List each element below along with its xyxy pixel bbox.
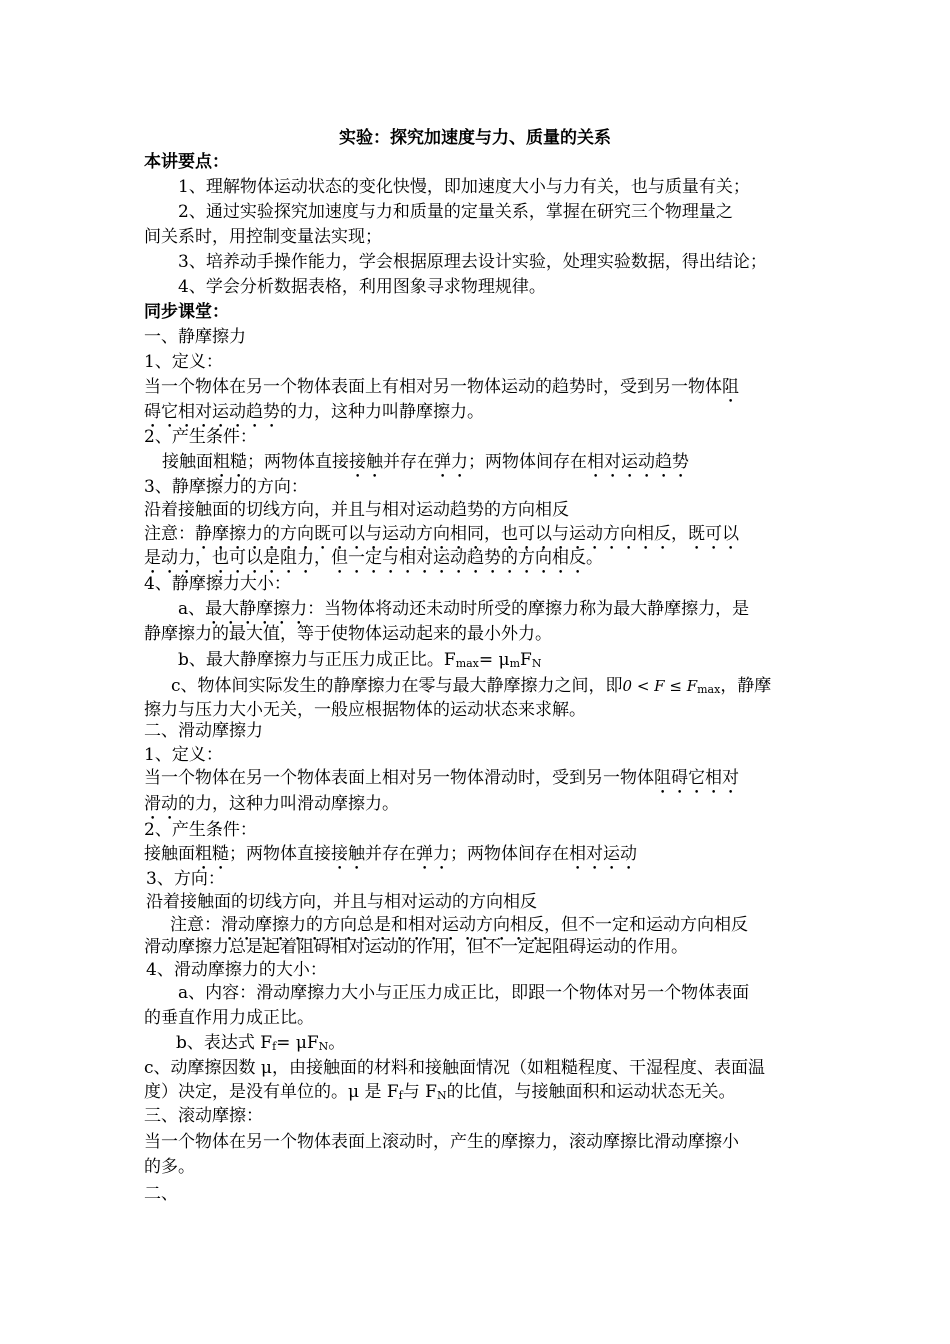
formula-sub: f (398, 1089, 403, 1102)
static-friction-heading: 一、静摩擦力 (144, 327, 246, 347)
formula-sub: N (436, 1089, 447, 1102)
formula-sub: f (272, 1040, 277, 1053)
text-span: ，静摩 (720, 676, 772, 696)
static-dir-text: 沿着接触面的切线方向，并且与相对运动趋势的方向相反 (144, 500, 569, 520)
key-point-1: 1、理解物体运动状态的变化快慢，即加速度大小与力有关，也与质量有关； (178, 177, 750, 197)
emphasis-span: 滑动摩擦力的方向总是和相对运动方向相反 (221, 915, 544, 935)
emphasis-span: 弹力 (434, 452, 468, 472)
text-span: ；两物体直接 (247, 452, 349, 472)
formula-sub: max (697, 683, 721, 696)
text-span: 度）决定，是没有单位的。μ 是 F (144, 1082, 399, 1102)
emphasis-span: 阻碍它相对 (654, 768, 739, 788)
static-cond-label: 2、产生条件： (144, 427, 257, 447)
key-point-2-cont: 间关系时，用控制变量法实现； (144, 227, 382, 247)
emphasis-span: 弹力 (416, 844, 450, 864)
text-span: 注意： (170, 915, 221, 935)
formula-span: F (443, 650, 456, 670)
sliding-def-label: 1、定义： (144, 745, 223, 765)
rolling-line1: 当一个物体在另一个物体表面上滚动时，产生的摩擦力，滚动摩擦比滑动摩擦小 (144, 1132, 739, 1152)
static-size-a-line2: 静摩擦力的最大值，等于使物体运动起来的最小外力。 (144, 624, 552, 644)
text-span: 注意： (144, 524, 195, 544)
sliding-note-line2: 滑动摩擦力总是起着阻碍相对运动的作用，但不一定起阻碍运动的作用。 (144, 937, 688, 957)
text-span: 接触面 (162, 452, 213, 472)
sliding-size-label: 4、滑动摩擦力的大小： (146, 960, 327, 980)
text-span: a、 (178, 599, 206, 619)
text-span: 与 F (402, 1082, 437, 1102)
sliding-size-a-line2: 的垂直作用力成正比。 (144, 1008, 314, 1028)
emphasis-span: 阻 (722, 377, 739, 397)
key-point-3: 3、培养动手操作能力，学会根据原理去设计实验，处理实验数据，得出结论； (178, 252, 767, 272)
rolling-friction-heading: 三、滚动摩擦： (144, 1106, 263, 1126)
text-span: ；两物体间存在 (468, 452, 587, 472)
formula-span: F (520, 650, 532, 670)
text-span: 的力，这种力叫滑动摩擦力。 (178, 794, 399, 814)
text-span: 。 (328, 1033, 346, 1053)
text-span: ：当物体将动还未动时所受的摩擦力称为最大静摩擦力，是 (307, 599, 750, 619)
emphasis-span: 滑动 (144, 794, 178, 814)
formula-sub: m (509, 657, 521, 670)
text-span: 当一个物体在另一个物体表面上相对另一物体滑动时，受到另一物体 (144, 768, 654, 788)
emphasis-span: 粗糙 (213, 452, 247, 472)
formula-sub: max (455, 657, 479, 670)
text-span: b、表达式 F (176, 1033, 273, 1053)
static-dir-label: 3、静摩擦力的方向： (144, 477, 308, 497)
sliding-dir-text: 沿着接触面的切线方向，并且与相对运动的方向相反 (146, 892, 537, 912)
sliding-friction-heading: 二、滑动摩擦力 (144, 721, 263, 741)
text-span: ；两物体直接 (229, 844, 331, 864)
emphasis-span: 静摩擦力的方向既可以与运动方向相同，也可以与运动方向相反，既可以 (195, 524, 739, 544)
text-span: 当一个物体在另一个物体表面上有相对另一物体运动的趋势时，受到另一物体 (144, 377, 722, 397)
emphasis-span: 最大静摩擦力 (205, 599, 308, 619)
text-span: ，但不一定和运动方向相反 (544, 915, 748, 935)
sliding-size-b (176, 1031, 345, 1059)
text-span: ；两物体间存在 (450, 844, 569, 864)
formula-span: = μ (478, 650, 510, 670)
trailing-heading: 二、 (144, 1184, 178, 1204)
key-points-heading: 本讲要点： (144, 152, 229, 172)
emphasis-span: 碍它相对运动趋势 (144, 402, 280, 422)
emphasis-span: 粗糙 (195, 844, 229, 864)
text-span: 并存在 (365, 844, 416, 864)
sliding-size-c-line1: c、动摩擦因数 μ，由接触面的材料和接触面情况（如粗糙程度、干湿程度、表面温 (144, 1058, 765, 1078)
formula-sub: N (318, 1040, 329, 1053)
text-span: b、最大静摩擦力与正压力成正比。 (178, 650, 444, 670)
key-point-4: 4、学会分析数据表格，利用图象寻求物理规律。 (178, 277, 546, 297)
text-span: c、物体间实际发生的静摩擦力在零与最大静摩擦力之间，即 (171, 676, 623, 696)
text-span: 的力，这种力叫静摩擦力。 (280, 402, 484, 422)
rolling-line2: 的多。 (144, 1157, 195, 1177)
emphasis-span: 接触 (331, 844, 365, 864)
static-size-c-line2: 擦力与压力大小无关，一般应根据物体的运动状态来求解。 (144, 700, 586, 720)
inequality: 0 < F ≤ F (622, 677, 698, 695)
emphasis-span: 相对运动 (569, 844, 637, 864)
sliding-cond-label: 2、产生条件： (144, 820, 257, 840)
formula-span: = μF (276, 1033, 319, 1053)
static-def-label: 1、定义： (144, 352, 223, 372)
text-span: 的比值，与接触面积和运动状态无关。 (446, 1082, 736, 1102)
sync-heading: 同步课堂： (144, 302, 229, 322)
text-span: 并存在 (383, 452, 434, 472)
formula-sub: N (531, 657, 542, 670)
text-span: 接触面 (144, 844, 195, 864)
sliding-dir-label: 3、方向： (146, 869, 225, 889)
emphasis-span: 是动力，也可以是阻力，但一定与相对运动趋势的方向相反 (144, 548, 586, 568)
emphasis-span: 相对运动趋势 (587, 452, 689, 472)
page-title: 实验：探究加速度与力、质量的关系 (339, 128, 611, 148)
static-size-label: 4、静摩擦力大小： (144, 574, 291, 594)
static-size-b (178, 648, 541, 676)
key-point-2: 2、通过实验探究加速度与力和质量的定量关系，掌握在研究三个物理量之 (178, 202, 733, 222)
text-span: 。 (586, 548, 603, 568)
sliding-size-a-line1: a、内容：滑动摩擦力大小与正压力成正比，即跟一个物体对另一个物体表面 (178, 983, 750, 1003)
emphasis-span: 接触 (349, 452, 383, 472)
